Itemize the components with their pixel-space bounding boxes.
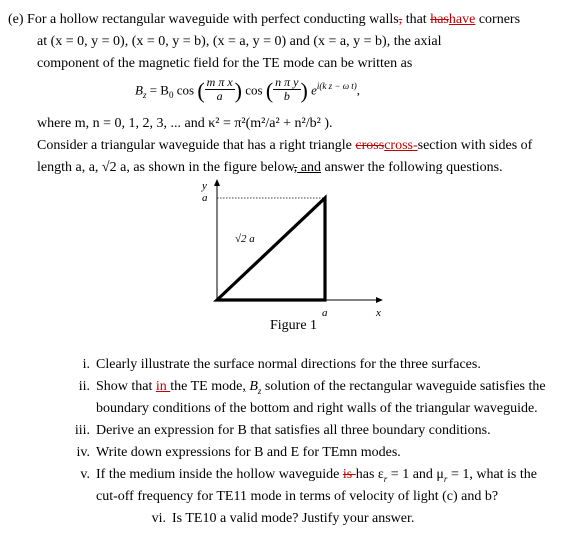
inserted-cross: cross- <box>384 138 418 153</box>
inserted-word-have: have <box>448 12 476 27</box>
y-axis-arrow <box>214 179 220 186</box>
part-label: (e) <box>8 12 24 27</box>
intro-text-1c: corners <box>475 12 521 27</box>
question-ii-text-b: the TE mode <box>170 379 243 394</box>
eq-frac-2-den: b <box>283 89 290 103</box>
eq-frac-2-num: n π y <box>275 75 299 89</box>
y-axis-label: y <box>202 180 207 192</box>
question-i-text: Clearly illustrate the surface normal directions for the three surfaces. <box>96 357 481 372</box>
eq-frac-1-num: m π x <box>206 75 233 89</box>
eq-exponent: i(k z − ω t) <box>316 81 357 92</box>
question-v: v. If the medium inside the hollow waveguide is has $\varepsilon_r = 1$ and $\mu_r = 1$, what is the <box>68 466 537 488</box>
x-tick-a: a <box>322 307 328 319</box>
eq-frac-1-den: a <box>216 89 223 103</box>
eq-cos-2: cos <box>245 82 263 98</box>
question-ii-cont <box>68 400 538 418</box>
x-axis-arrow <box>376 297 383 303</box>
question-v-cont-text: cut-off frequency for TE11 mode in terms of velocity of light (c) and b? <box>96 489 499 504</box>
question-vi-num: vi. <box>151 511 166 526</box>
deleted-cross: cross <box>355 138 385 153</box>
consider-line-1 <box>37 137 532 155</box>
question-v-text-b: has ε <box>355 467 384 482</box>
question-ii-text-d: solution of the rectangular waveguide satisfies the <box>261 379 546 394</box>
figure-caption: Figure 1 <box>270 318 318 333</box>
deleted-comma-2: , <box>293 160 298 175</box>
hypotenuse-label: √2 a <box>235 233 255 245</box>
where-line: where m, n = 0, 1, 2, 3, ... and κ² = π²(m²/a² + n²/b² ). <box>37 116 333 131</box>
question-v-text-a: If the medium inside the hollow waveguide <box>96 467 343 482</box>
question-iii <box>68 422 491 440</box>
inserted-and: and <box>297 160 321 175</box>
question-ii-num: ii. <box>78 379 90 394</box>
eq-b0-sub: 0 <box>168 90 174 101</box>
question-iv <box>68 444 401 462</box>
right-triangle <box>217 198 325 300</box>
question-v-text-c: = 1 and μ <box>387 467 444 482</box>
question-ii-cont-text: boundary conditions of the bottom and right walls of the triangular waveguide. <box>96 401 538 416</box>
question-ii-bz: B <box>245 379 258 394</box>
consider-line-2 <box>37 159 503 177</box>
intro-line-3: component of the magnetic field for the TE mode can be written as <box>37 56 413 71</box>
deleted-comma: , <box>398 12 403 27</box>
x-axis-label: x <box>376 307 381 319</box>
consider-text-a: Consider a triangular waveguide that has a right triangle <box>37 138 356 153</box>
question-vi-text: Is TE10 a valid mode? Justify your answer. <box>172 511 415 526</box>
eq-lhs-sub: z <box>142 90 147 101</box>
consider-text-b: section with sides of <box>417 138 533 153</box>
intro-text-1a: For a hollow rectangular waveguide with perfect conducting walls <box>27 12 399 27</box>
question-v-cont <box>68 488 498 506</box>
deleted-is: is <box>342 467 356 482</box>
deleted-word-has: has <box>430 12 449 27</box>
question-iv-text: Write down expressions for B and E for TEmn modes. <box>96 445 401 460</box>
inserted-in: in <box>155 379 171 394</box>
eq-cos-1: cos <box>176 82 195 98</box>
y-tick-a: a <box>202 192 208 204</box>
question-i-num: i. <box>82 357 90 372</box>
question-ii-text-a: Show that <box>96 379 156 394</box>
question-v-num: v. <box>80 467 90 482</box>
consider-text-2b: answer the following questions. <box>320 160 503 175</box>
eq-exp-base: e <box>311 82 317 98</box>
eq-lhs: B <box>135 82 143 98</box>
triangle-figure <box>180 176 400 336</box>
eq-equals: = B <box>146 82 169 98</box>
question-iii-text: Derive an expression for B that satisfies all three boundary conditions. <box>96 423 491 438</box>
question-vi <box>144 510 414 528</box>
eq-frac-1 <box>205 76 235 103</box>
question-ii: ii. Show that in the TE mode, $B_z$ solution of the rectangular waveguide satisfies the <box>68 378 546 400</box>
intro-text-1b: that <box>402 12 431 27</box>
question-v-text-d: = 1, what is the <box>447 467 537 482</box>
bz-equation: $B_z = B_0$ cos ( $\frac{\text{m π x}}{a}$ ) cos ( $\frac{\text{n π y}}{b}$ ) $e^{i(k z - \omega t)}$, <box>135 75 361 103</box>
consider-text-2a: length a, a, √2 a, as shown in the figure below <box>37 160 294 175</box>
question-i <box>68 356 481 374</box>
intro-line-2: at (x = 0, y = 0), (x = 0, y = b), (x = a, y = 0) and (x = a, y = b), the axial <box>37 34 442 49</box>
question-iii-num: iii. <box>74 423 90 438</box>
question-iv-num: iv. <box>76 445 90 460</box>
eq-frac-2 <box>273 76 300 103</box>
eq-trail: , <box>356 82 361 98</box>
intro-line-1 <box>8 11 520 29</box>
